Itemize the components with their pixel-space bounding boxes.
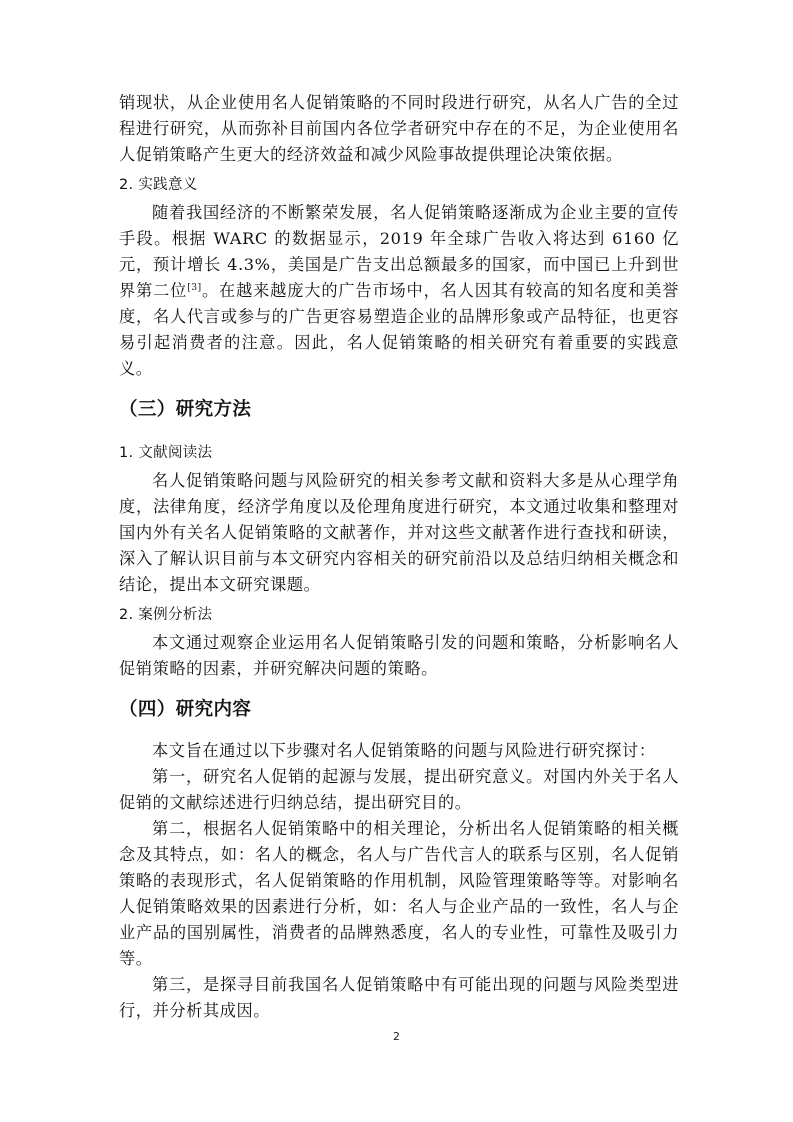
subheading-practical-significance: 2. 实践意义 (119, 177, 198, 193)
section-heading-research-methods: （三）研究方法 (119, 399, 252, 420)
paragraph-practical-significance (119, 200, 679, 382)
subheading-literature-method: 1. 文献阅读法 (119, 445, 213, 461)
paragraph-step-three: 第三，是探寻目前我国名人促销策略中有可能出现的问题与风险类型进行，并分析其成因。 (119, 975, 679, 1020)
subheading-case-analysis: 2. 案例分析法 (119, 607, 213, 623)
citation-marker: [3] (187, 283, 202, 293)
paragraph-step-one: 第一，研究名人促销的起源与发展，提出研究意义。对国内外关于名人促销的文献综述进行归纳总结，提出研究目的。 (119, 767, 679, 812)
section-heading-research-content: （四）研究内容 (119, 699, 252, 720)
paragraph-case-analysis: 本文通过观察企业运用名人促销策略引发的问题和策略，分析影响名人促销策略的因素，并研究解决问题的策略。 (119, 633, 679, 678)
page-number: 2 (393, 1030, 400, 1043)
paragraph-content-intro: 本文旨在通过以下步骤对名人促销策略的问题与风险进行研究探讨： (152, 741, 656, 760)
paragraph-literature-method: 名人促销策略问题与风险研究的相关参考文献和资料大多是从心理学角度，法律角度，经济学角度以及伦理角度进行研究，本文通过收集和整理对国内外有关名人促销策略的文献著作，并对这些文献著作进行查找和研读，深入了解认识目前与本文研究内容相关的研究前沿以及总结归纳相关概念和结论，提出本文研究课题。 (119, 471, 679, 594)
paragraph-step-two: 第二，根据名人促销策略中的相关理论，分析出名人促销策略的相关概念及其特点，如：名人的概念，名人与广告代言人的联系与区别，名人促销策略的表现形式，名人促销策略的作用机制，风险管理策略等等。对影响名人促销策略效果的因素进行分析，如：名人与企业产品的一致性，名人与企业产品的国别属性，消费者的品牌熟悉度，名人的专业性，可靠性及吸引力等。 (119, 819, 679, 968)
paragraph-text: 。在越来越庞大的广告市场中，名人因其有较高的知名度和美誉度，名人代言或参与的广告更容易塑造企业的品牌形象或产品特征，也更容易引起消费者的注意。因此，名人促销策略的相关研究有着重要的实践意义。 (119, 281, 679, 378)
paragraph-research-continuation: 销现状，从企业使用名人促销策略的不同时段进行研究，从名人广告的全过程进行研究，从而弥补目前国内各位学者研究中存在的不足，为企业使用名人促销策略产生更大的经济效益和减少风险事故提供理论决策依据。 (119, 93, 679, 164)
paragraph-text: 随着我国经济的不断繁荣发展，名人促销策略逐渐成为企业主要的宣传手段。根据 WARC 的数据显示，2019 年全球广告收入将达到 6160 亿元，预计增长 4.3%，美国是广告支出总额最多的国家，而中国已上升到世界第二位 (119, 203, 679, 300)
page-content (119, 90, 679, 1024)
